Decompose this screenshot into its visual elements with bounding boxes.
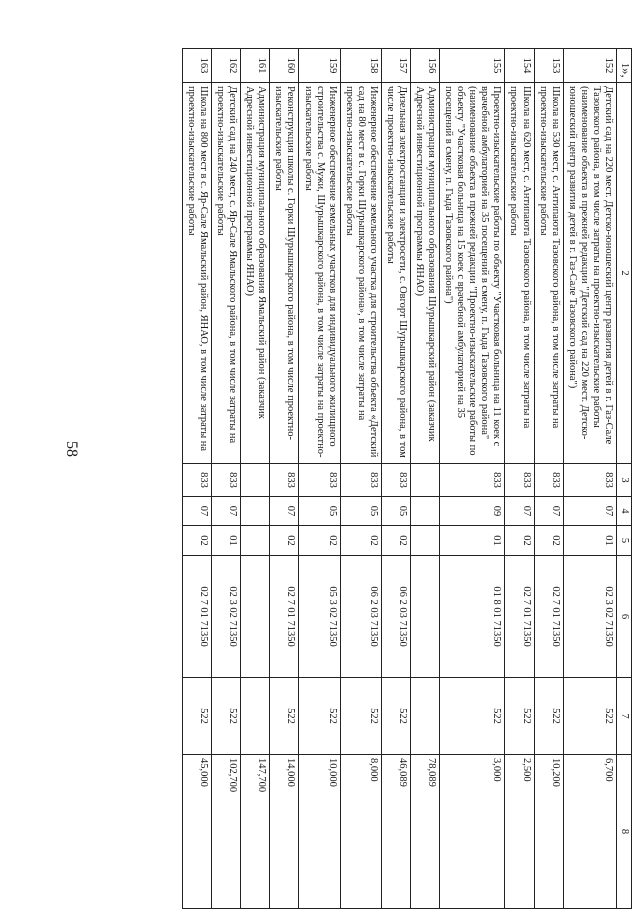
- code-cell: 833: [563, 464, 616, 497]
- subsection-cell: 01: [440, 526, 505, 556]
- object-name-cell: Проектно-изыскательские работы по объекту "Участковая больница на 11 коек с врачебной амбулаторией на 35 посещений в смену, п. Гыда Тазовского района" (наименование объекта в прежней редакции "Проектно-изыскательские работы по объекту "Участковая больница на 15 коек с врачебной амбулаторией на 35 посещений в смену, п. Гыда Тазовского района"): [440, 83, 505, 464]
- amount-cell: 3,000: [440, 755, 505, 909]
- row-number-cell: 153: [534, 49, 563, 83]
- section-cell: 07: [212, 497, 241, 526]
- expense-type-cell: 522: [534, 678, 563, 755]
- col-header-3: 3: [616, 464, 631, 497]
- amount-cell: 14,000: [270, 755, 299, 909]
- target-article-cell: 02 7 01 71350: [534, 556, 563, 678]
- table-row: [340, 49, 381, 909]
- target-article-cell: 05 3 02 71350: [299, 556, 340, 678]
- target-article-cell: 01 8 01 71350: [440, 556, 505, 678]
- code-cell: 833: [534, 464, 563, 497]
- table-row: [411, 49, 440, 909]
- subsection-cell: 02: [340, 526, 381, 556]
- target-article-cell: 02 3 02 71350: [563, 556, 616, 678]
- target-article-cell: 02 3 02 71350: [212, 556, 241, 678]
- expense-type-cell: 522: [381, 678, 410, 755]
- col-header-1: 1: [616, 49, 631, 83]
- section-cell: 09: [440, 497, 505, 526]
- object-name-cell: Администрация муниципального образования Шурышкарский район (заказчик Адресной инвестиционной программы ЯНАО): [411, 83, 440, 464]
- expense-type-cell: 522: [270, 678, 299, 755]
- target-article-cell: [411, 556, 440, 678]
- header-row: [616, 49, 631, 909]
- row-number-cell: 158: [340, 49, 381, 83]
- amount-cell: 6,700: [563, 755, 616, 909]
- row-number-cell: 155: [440, 49, 505, 83]
- row-number-cell: 160: [270, 49, 299, 83]
- col-header-4: 4: [616, 497, 631, 526]
- code-cell: 833: [340, 464, 381, 497]
- section-cell: 05: [299, 497, 340, 526]
- section-cell: [241, 497, 270, 526]
- row-number-cell: 159: [299, 49, 340, 83]
- col-header-8: 8: [616, 755, 631, 909]
- expense-type-cell: 522: [212, 678, 241, 755]
- object-name-cell: Дизельная электростанция и электросети, с. Овгорт Шурышкарского района, в том числе проектно-изыскательские работы: [381, 83, 410, 464]
- amount-cell: 46,089: [381, 755, 410, 909]
- section-cell: 07: [183, 497, 212, 526]
- object-name-cell: Детский сад на 240 мест, с. Яр-Сале Ямальского района, в том числе затраты на проектно-изыскательские работы: [212, 83, 241, 464]
- rotated-table-container: [84, 48, 632, 868]
- amount-cell: 78,089: [411, 755, 440, 909]
- object-name-cell: Инженерное обеспечение земельных участков для индивидуального жилищного строительства с. Мужи, Шурышкарского района, в том числе затраты на проектно-изыскательские работы: [299, 83, 340, 464]
- code-cell: 833: [183, 464, 212, 497]
- expense-type-cell: 522: [505, 678, 534, 755]
- subsection-cell: [241, 526, 270, 556]
- row-number-cell: 162: [212, 49, 241, 83]
- section-cell: 07: [534, 497, 563, 526]
- code-cell: 833: [440, 464, 505, 497]
- object-name-cell: Школа на 530 мест, с. Антипаюта Тазовского района, в том числе затраты на проектно-изыскательские работы: [534, 83, 563, 464]
- subsection-cell: 02: [183, 526, 212, 556]
- amount-cell: 10,200: [534, 755, 563, 909]
- subsection-cell: 02: [534, 526, 563, 556]
- col-header-5: 5: [616, 526, 631, 556]
- subsection-cell: 01: [212, 526, 241, 556]
- amount-cell: 147,700: [241, 755, 270, 909]
- table-row: [440, 49, 505, 909]
- amount-cell: 2,500: [505, 755, 534, 909]
- code-cell: 833: [270, 464, 299, 497]
- row-number-cell: 152: [563, 49, 616, 83]
- expense-type-cell: 522: [299, 678, 340, 755]
- target-article-cell: 02 7 01 71350: [505, 556, 534, 678]
- object-name-cell: Школа на 800 мест в с. Яр-Сале Ямальский район, ЯНАО, в том числе затраты на проектно-изыскательские работы: [183, 83, 212, 464]
- table-row: [534, 49, 563, 909]
- amount-cell: 10,000: [299, 755, 340, 909]
- object-name-cell: Реконструкция школы с. Горки Шурышкарского района, в том числе проектно-изыскательские работы: [270, 83, 299, 464]
- section-cell: 07: [505, 497, 534, 526]
- object-name-cell: Инженерное обеспечение земельного участка для строительства объекта «Детский сад на 80 мест в с. Горки Шурышкарского района», в том числе затраты на проектно-изыскательские работы: [340, 83, 381, 464]
- amount-cell: 8,000: [340, 755, 381, 909]
- subsection-cell: 02: [381, 526, 410, 556]
- expense-type-cell: 522: [440, 678, 505, 755]
- row-number-cell: 156: [411, 49, 440, 83]
- amount-cell: 102,700: [212, 755, 241, 909]
- table-row: [270, 49, 299, 909]
- row-number-cell: 157: [381, 49, 410, 83]
- continuation-mark: »,: [619, 68, 634, 78]
- page-number: 58: [63, 441, 80, 457]
- subsection-cell: 01: [563, 526, 616, 556]
- code-cell: [411, 464, 440, 497]
- subsection-cell: 02: [299, 526, 340, 556]
- col-header-7: 7: [616, 678, 631, 755]
- table-body: [183, 49, 617, 909]
- expense-type-cell: 522: [340, 678, 381, 755]
- code-cell: 833: [212, 464, 241, 497]
- section-cell: 07: [270, 497, 299, 526]
- col-header-6: 6: [616, 556, 631, 678]
- expense-type-cell: [241, 678, 270, 755]
- col-header-2: 2: [616, 83, 631, 464]
- target-article-cell: 02 7 01 71350: [270, 556, 299, 678]
- code-cell: 833: [299, 464, 340, 497]
- target-article-cell: [241, 556, 270, 678]
- table-row: [183, 49, 212, 909]
- subsection-cell: 02: [270, 526, 299, 556]
- table-row: [299, 49, 340, 909]
- target-article-cell: 06 2 03 71350: [340, 556, 381, 678]
- table-row: [381, 49, 410, 909]
- subsection-cell: [411, 526, 440, 556]
- code-cell: 833: [381, 464, 410, 497]
- expense-type-cell: 522: [563, 678, 616, 755]
- section-cell: 05: [381, 497, 410, 526]
- section-cell: 05: [340, 497, 381, 526]
- row-number-cell: 154: [505, 49, 534, 83]
- target-article-cell: 06 2 03 71350: [381, 556, 410, 678]
- table-row: [505, 49, 534, 909]
- section-cell: 07: [563, 497, 616, 526]
- object-name-cell: Детский сад на 220 мест. Детско-юношеский центр развития детей в г. Газ-Сале Тазовского района, в том числе затраты на проектно-изыскательские работы (наименование объекта в прежней редакции "Детский сад на 220 мест. Детско-юношеский центр развития детей в г. Газ-Сале Тазовского района"): [563, 83, 616, 464]
- table-row: [241, 49, 270, 909]
- subsection-cell: 02: [505, 526, 534, 556]
- expense-type-cell: 522: [183, 678, 212, 755]
- row-number-cell: 163: [183, 49, 212, 83]
- target-article-cell: 02 7 01 71350: [183, 556, 212, 678]
- section-cell: [411, 497, 440, 526]
- budget-table: [182, 48, 632, 909]
- table-row: [563, 49, 616, 909]
- object-name-cell: Школа на 620 мест, с. Антипаюта Тазовского района, в том числе затраты на проектно-изыскательские работы: [505, 83, 534, 464]
- object-name-cell: Администрация муниципального образования Ямальский район (заказчик Адресной инвестиционной программы ЯНАО): [241, 83, 270, 464]
- expense-type-cell: [411, 678, 440, 755]
- table-row: [212, 49, 241, 909]
- row-number-cell: 161: [241, 49, 270, 83]
- amount-cell: 45,000: [183, 755, 212, 909]
- code-cell: 833: [505, 464, 534, 497]
- code-cell: [241, 464, 270, 497]
